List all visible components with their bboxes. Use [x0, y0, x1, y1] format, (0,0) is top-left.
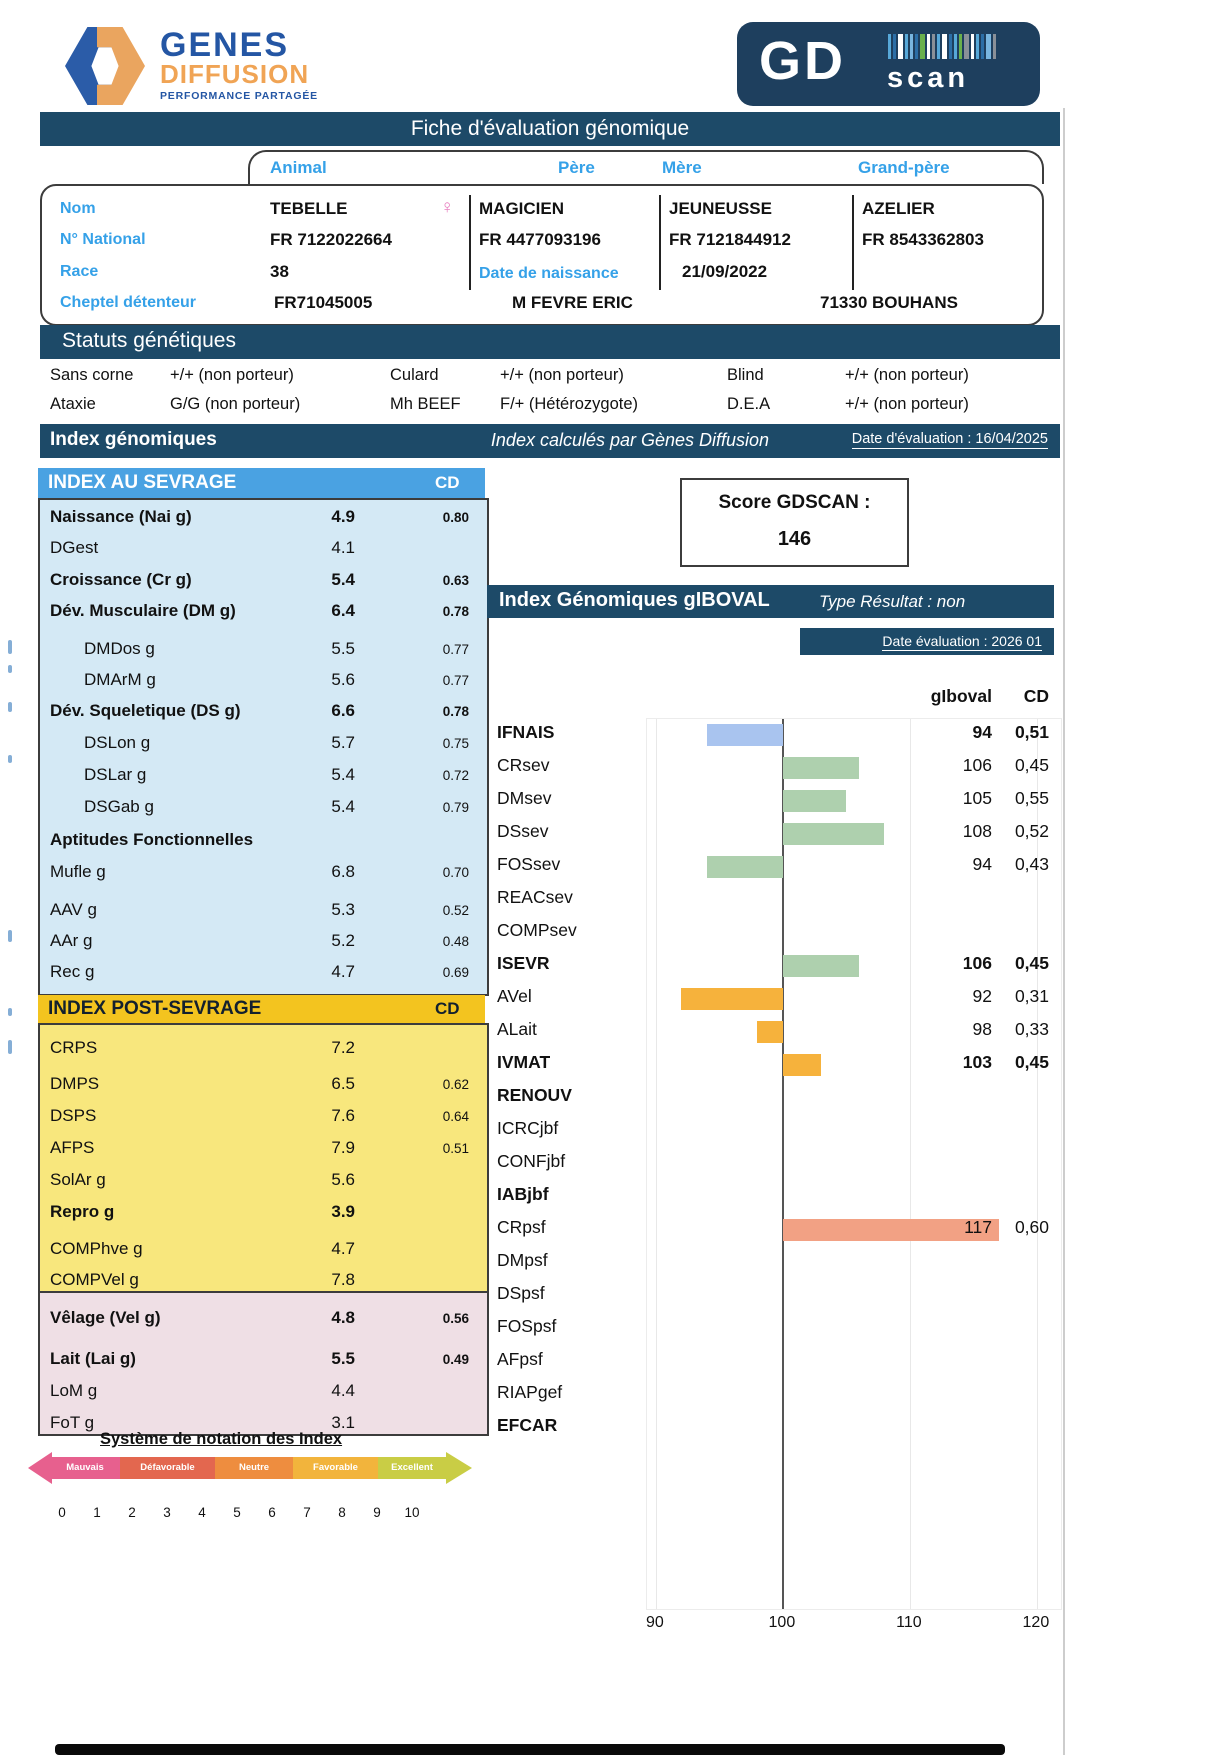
scale-number: 3: [163, 1505, 171, 1520]
barcode-stripe: [971, 34, 974, 59]
statut-label: Sans corne: [50, 366, 134, 384]
chart-row-value: 98: [972, 1019, 992, 1039]
row-label: LoM g: [50, 1381, 98, 1400]
row-label: COMPVel g: [50, 1270, 139, 1289]
score-box: [680, 478, 909, 567]
row-value: 5.6: [331, 670, 355, 689]
chart-row-label: DSsev: [497, 821, 549, 841]
chart-row-cd: 0,45: [1014, 953, 1049, 973]
row-value: 5.5: [331, 1349, 355, 1368]
notation-segment: [378, 1457, 446, 1479]
chart-bar: [783, 757, 859, 779]
statuts-title: Statuts génétiques: [62, 329, 236, 352]
score-label: Score GDSCAN :: [718, 492, 871, 513]
chart-row-label: FOSsev: [497, 854, 561, 874]
scan-artifact: [8, 665, 12, 673]
owner-name: M FEVRE ERIC: [512, 293, 633, 312]
row-cd: 0.49: [442, 1352, 469, 1367]
barcode-stripe: [986, 34, 991, 59]
tab-animal: Animal: [270, 158, 327, 177]
gdscan-gd-text: GD: [759, 31, 846, 91]
row-label: CRPS: [50, 1038, 98, 1057]
barcode-stripe: [964, 34, 969, 59]
row-value: 5.2: [331, 931, 355, 950]
chart-row-label: FOSpsf: [497, 1316, 557, 1336]
brand-text: [160, 26, 318, 102]
chart-row-label: ISEVR: [497, 953, 550, 973]
scan-artifact: [8, 640, 12, 654]
chart-row-label: RIAPgef: [497, 1382, 563, 1402]
giboval-bar: [487, 585, 1054, 618]
row-label: DMArM g: [84, 670, 156, 689]
label-national: N° National: [60, 231, 146, 248]
chart-row-label: DMsev: [497, 788, 552, 808]
barcode-stripe: [888, 34, 891, 59]
gridline-90: [656, 719, 657, 1609]
row-label: DSLon g: [84, 733, 151, 752]
barcode-stripe: [915, 34, 918, 59]
chart-row-label: IVMAT: [497, 1052, 551, 1072]
row-label: AAr g: [50, 931, 93, 950]
giboval-title: Index Génomiques gIBOVAL: [499, 589, 770, 611]
chart-row-cd: 0,45: [1014, 755, 1049, 775]
row-label: Naissance (Nai g): [50, 507, 192, 526]
chart-row-label: EFCAR: [497, 1415, 558, 1435]
chart-row-label: COMPsev: [497, 920, 577, 940]
statut-label: Mh BEEF: [390, 395, 461, 413]
genes-diffusion-logo: [65, 25, 365, 109]
chart-row-value: 108: [962, 821, 992, 841]
row-value: 7.9: [331, 1138, 355, 1157]
row-label: Mufle g: [50, 862, 106, 881]
col-header-cd: CD: [1023, 686, 1049, 706]
row-value: 7.6: [331, 1106, 355, 1125]
gridline-120: [1037, 719, 1038, 1609]
chart-row-label: AVel: [497, 986, 532, 1006]
scale-number: 8: [338, 1505, 346, 1520]
index-subtitle: Index calculés par Gènes Diffusion: [490, 430, 770, 450]
row-value: 7.2: [331, 1038, 355, 1057]
row-value: 5.4: [331, 765, 355, 784]
row-cd: 0.80: [442, 510, 469, 525]
notation-segment-label: Défavorable: [140, 1462, 195, 1473]
page-edge-line: [1063, 108, 1065, 1755]
column-divider: [659, 195, 661, 290]
row-label: DSPS: [50, 1106, 97, 1125]
tab-grandpere: Grand-père: [858, 158, 950, 177]
sevrage-title: INDEX AU SEVRAGE: [48, 472, 237, 493]
index-title: Index génomiques: [50, 429, 217, 450]
row-cd: 0.69: [442, 965, 469, 980]
row-label: DMDos g: [84, 639, 155, 658]
row-label: COMPhve g: [50, 1239, 143, 1258]
chart-row-value: 92: [972, 986, 992, 1006]
chart-plot-area: [646, 718, 1062, 1610]
sevrage-cd-header: CD: [435, 473, 460, 492]
chart-row-label: CRsev: [497, 755, 550, 775]
sire-name: MAGICIEN: [479, 199, 564, 218]
chart-bar: [757, 1021, 782, 1043]
statuts-grid: [40, 362, 1060, 424]
post-sevrage-table: [38, 1023, 489, 1293]
score-value: 146: [777, 528, 812, 550]
row-label: Aptitudes Fonctionnelles: [50, 830, 254, 849]
cheptel-number: FR71045005: [274, 293, 373, 312]
notation-title: Système de notation des Index: [100, 1430, 343, 1448]
barcode-stripe: [959, 34, 962, 59]
row-cd: 0.52: [442, 903, 469, 918]
race-value: 38: [270, 262, 289, 281]
chart-row-value: 94: [972, 722, 992, 742]
row-label: DSGab g: [84, 797, 154, 816]
post-sevrage-header: [38, 995, 485, 1023]
chart-row-value: 117: [964, 1217, 992, 1237]
row-label: SolAr g: [50, 1170, 106, 1189]
scan-artifact: [8, 930, 12, 942]
row-label: Dév. Musculaire (DM g): [50, 601, 236, 620]
brand-name-top: GENES: [160, 26, 290, 64]
chart-row-cd: 0,60: [1014, 1217, 1049, 1237]
chart-row-cd: 0,45: [1014, 1052, 1049, 1072]
row-label: Vêlage (Vel g): [50, 1308, 161, 1327]
chart-row-cd: 0,51: [1014, 722, 1049, 742]
row-cd: 0.63: [442, 573, 469, 588]
chart-bar: [783, 790, 847, 812]
brand-tagline: PERFORMANCE PARTAGÉE: [160, 90, 318, 102]
scale-number: 6: [268, 1505, 276, 1520]
title-bar: [40, 112, 1060, 146]
axis-tick-label: 100: [768, 1614, 796, 1631]
statut-label: Culard: [390, 366, 439, 384]
row-cd: 0.56: [442, 1311, 469, 1326]
row-value: 5.4: [331, 570, 355, 589]
scan-artifact: [8, 702, 12, 712]
row-value: 4.7: [331, 1239, 355, 1258]
dam-name: JEUNEUSSE: [669, 199, 772, 218]
chart-row-label: DSpsf: [497, 1283, 545, 1303]
row-value: 5.5: [331, 639, 355, 658]
giboval-date: Date évaluation : 2026 01: [882, 633, 1042, 649]
brand-name-bottom: DIFFUSION: [160, 59, 310, 89]
scale-number: 0: [58, 1505, 66, 1520]
scan-artifact: [8, 1008, 12, 1016]
barcode-stripe: [910, 34, 913, 59]
statut-value: +/+ (non porteur): [845, 366, 969, 384]
row-cd: 0.70: [442, 865, 469, 880]
notation-segment: [293, 1457, 378, 1479]
index-genomiques-bar: [40, 424, 1060, 458]
row-value: 5.4: [331, 797, 355, 816]
row-cd: 0.78: [442, 704, 469, 719]
animal-info-box: [40, 184, 1044, 326]
chart-row-cd: 0,52: [1014, 821, 1049, 841]
gdscan-scan-text: scan: [887, 62, 970, 94]
giboval-date-bar: [800, 628, 1054, 655]
scan-artifact: [8, 755, 12, 763]
chart-row-label: DMpsf: [497, 1250, 548, 1270]
barcode-stripe: [976, 34, 979, 59]
statut-value: +/+ (non porteur): [500, 366, 624, 384]
chart-row-label: ICRCjbf: [497, 1118, 559, 1138]
chart-row-label: RENOUV: [497, 1085, 572, 1105]
statut-label: Ataxie: [50, 395, 96, 413]
pedigree-tab-header: [248, 150, 1044, 184]
row-label: Rec g: [50, 962, 95, 981]
row-cd: 0.51: [442, 1141, 469, 1156]
scale-number: 4: [198, 1505, 206, 1520]
barcode-stripe: [893, 34, 896, 59]
chart-row-value: 106: [962, 953, 992, 973]
grandsire-name: AZELIER: [862, 199, 935, 218]
row-value: 6.6: [331, 701, 355, 720]
chart-row-label: IABjbf: [497, 1184, 549, 1204]
row-value: 3.9: [331, 1202, 355, 1221]
barcode-stripe: [932, 34, 935, 59]
row-label: AFPS: [50, 1138, 95, 1157]
row-label: Dév. Squeletique (DS g): [50, 701, 241, 720]
row-cd: 0.77: [442, 642, 469, 657]
grandsire-id: FR 8543362803: [862, 230, 984, 249]
notation-segment: [215, 1457, 293, 1479]
giboval-type: Type Résultat : non: [819, 592, 966, 611]
gdscan-barcode-icon: [888, 34, 996, 59]
row-value: 4.8: [331, 1308, 355, 1327]
row-label: DMPS: [50, 1074, 100, 1093]
row-label: DSLar g: [84, 765, 147, 784]
chart-bar: [783, 955, 859, 977]
velage-lait-table: [38, 1291, 489, 1436]
gd-logo-mark-icon: [65, 27, 145, 105]
row-cd: 0.79: [442, 800, 469, 815]
statut-value: +/+ (non porteur): [170, 366, 294, 384]
notation-segment-label: Mauvais: [66, 1462, 104, 1473]
row-cd: 0.72: [442, 768, 469, 783]
notation-segment-label: Neutre: [238, 1462, 270, 1473]
arrowhead-left-icon: [28, 1452, 52, 1484]
barcode-stripe: [905, 34, 908, 59]
barcode-stripe: [927, 34, 930, 59]
row-label: Croissance (Cr g): [50, 570, 192, 589]
statut-value: G/G (non porteur): [170, 395, 301, 413]
row-cd: 0.48: [442, 934, 469, 949]
chart-row-label: AFpsf: [497, 1349, 543, 1369]
notation-segment-label: Favorable: [313, 1462, 358, 1473]
row-label: FoT g: [50, 1413, 95, 1432]
chart-row-label: CONFjbf: [497, 1151, 566, 1171]
scale-number: 10: [404, 1505, 420, 1520]
female-icon: ♀: [440, 197, 455, 218]
notation-segment: [50, 1457, 120, 1479]
notation-segment-label: Excellent: [391, 1462, 433, 1473]
scale-number: 1: [93, 1505, 101, 1520]
owner-address: 71330 BOUHANS: [820, 293, 958, 312]
chart-bar: [707, 856, 783, 878]
scale-number: 7: [303, 1505, 311, 1520]
row-value: 5.7: [331, 733, 355, 752]
evaluation-date: Date d'évaluation : 16/04/2025: [851, 431, 1048, 447]
chart-row-label: IFNAIS: [497, 722, 555, 742]
column-divider: [852, 195, 854, 290]
animal-id: FR 7122022664: [270, 230, 392, 249]
sevrage-header: [38, 468, 485, 498]
barcode-stripe: [898, 34, 903, 59]
row-cd: 0.62: [442, 1077, 469, 1092]
chart-row-label: CRpsf: [497, 1217, 546, 1237]
row-value: 3.1: [331, 1413, 355, 1432]
sevrage-table: [38, 498, 489, 996]
row-value: 4.9: [331, 507, 355, 526]
barcode-stripe: [981, 34, 984, 59]
row-cd: 0.64: [442, 1109, 469, 1124]
barcode-stripe: [920, 34, 925, 59]
statut-label: D.E.A: [727, 395, 771, 413]
barcode-stripe: [954, 34, 957, 59]
row-value: 5.6: [331, 1170, 355, 1189]
post-sevrage-title: INDEX POST-SEVRAGE: [48, 998, 262, 1019]
notation-scale: [45, 1505, 435, 1525]
arrowhead-right-icon: [446, 1452, 472, 1484]
axis-tick-label: 110: [896, 1614, 922, 1631]
statut-label: Blind: [727, 366, 764, 384]
label-naissance: Date de naissance: [479, 265, 619, 282]
gridline-110: [910, 719, 911, 1609]
scan-artifact: [8, 1040, 12, 1054]
label-race: Race: [60, 263, 99, 280]
barcode-stripe: [937, 34, 940, 59]
dam-id: FR 7121844912: [669, 230, 791, 249]
row-value: 6.5: [331, 1074, 355, 1093]
statut-value: F/+ (Hétérozygote): [500, 395, 639, 413]
col-header-giboval: gIboval: [930, 686, 992, 706]
row-label: Lait (Lai g): [50, 1349, 136, 1368]
label-cheptel: Cheptel détenteur: [60, 294, 197, 311]
row-value: 4.1: [331, 538, 355, 557]
chart-bar: [783, 823, 885, 845]
animal-name: TEBELLE: [270, 199, 348, 218]
notation-segment: [120, 1457, 215, 1479]
scale-number: 2: [128, 1505, 136, 1520]
row-label: AAV g: [50, 900, 97, 919]
axis-tick-label: 90: [645, 1614, 664, 1631]
row-value: 7.8: [331, 1270, 355, 1289]
chart-row-value: 106: [962, 755, 992, 775]
row-label: DGest: [50, 538, 99, 557]
statuts-bar: [40, 325, 1060, 359]
label-nom: Nom: [60, 200, 96, 217]
row-value: 6.8: [331, 862, 355, 881]
chart-bar: [783, 1054, 821, 1076]
statut-value: +/+ (non porteur): [845, 395, 969, 413]
sire-id: FR 4477093196: [479, 230, 601, 249]
chart-row-cd: 0,55: [1014, 788, 1049, 808]
chart-row-cd: 0,31: [1014, 986, 1049, 1006]
scale-number: 9: [373, 1505, 381, 1520]
row-value: 4.7: [331, 962, 355, 981]
barcode-stripe: [993, 34, 996, 59]
chart-row-value: 94: [972, 854, 992, 874]
row-cd: 0.75: [442, 736, 469, 751]
chart-bar: [681, 988, 783, 1010]
axis-tick-label: 120: [1022, 1614, 1050, 1631]
baseline-100: [782, 719, 784, 1609]
page-title: Fiche d'évaluation génomique: [410, 117, 690, 140]
notation-arrow: [28, 1452, 478, 1484]
bottom-scan-bar: [55, 1744, 1005, 1755]
post-sevrage-cd-header: CD: [435, 999, 460, 1018]
chart-row-cd: 0,33: [1014, 1019, 1049, 1039]
row-value: 6.4: [331, 601, 355, 620]
chart-row-value: 103: [962, 1052, 992, 1072]
barcode-stripe: [949, 34, 952, 59]
chart-row-value: 105: [962, 788, 992, 808]
column-divider: [469, 195, 471, 290]
tab-mere: Mère: [662, 158, 702, 177]
row-cd: 0.78: [442, 604, 469, 619]
row-label: Repro g: [50, 1202, 115, 1221]
gdscan-logo: [737, 22, 1040, 106]
row-value: 5.3: [331, 900, 355, 919]
giboval-chart-section: [487, 684, 1060, 1649]
row-value: 4.4: [331, 1381, 355, 1400]
barcode-stripe: [942, 34, 947, 59]
row-cd: 0.77: [442, 673, 469, 688]
chart-row-label: ALait: [497, 1019, 537, 1039]
scale-number: 5: [233, 1505, 241, 1520]
chart-row-label: REACsev: [497, 887, 573, 907]
chart-bar: [707, 724, 783, 746]
birthdate-value: 21/09/2022: [682, 262, 768, 281]
tab-pere: Père: [558, 158, 595, 177]
chart-row-cd: 0,43: [1014, 854, 1049, 874]
